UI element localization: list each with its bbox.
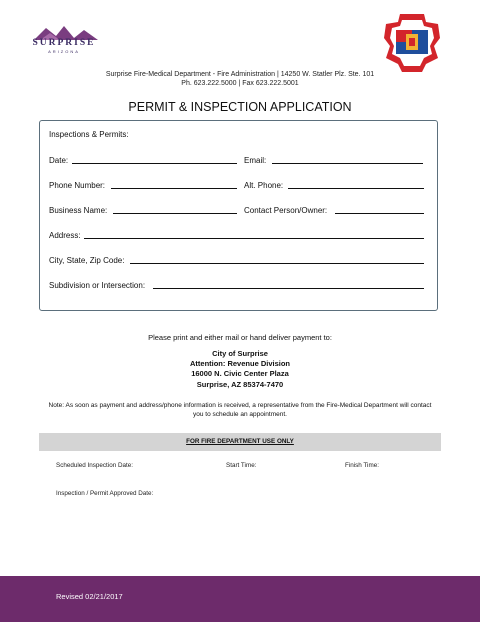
- email-label: Email:: [244, 156, 267, 165]
- business-label: Business Name:: [49, 206, 108, 215]
- alt-phone-field[interactable]: [288, 188, 424, 189]
- address-field[interactable]: [84, 238, 424, 239]
- logo-wordmark: SURPRISE: [32, 38, 96, 48]
- email-field[interactable]: [272, 163, 423, 164]
- logo-subtitle: ARIZONA: [48, 49, 80, 54]
- payment-instruction: Please print and either mail or hand deliver payment to:: [148, 333, 332, 342]
- header-phone: Ph. 623.222.5000 | Fax 623.222.5001: [181, 80, 299, 87]
- subdivision-field[interactable]: [153, 288, 424, 289]
- payment-address-line: Attention: Revenue Division: [189, 359, 290, 368]
- payment-address-line: 16000 N. Civic Center Plaza: [191, 369, 289, 378]
- payment-address-line: City of Surprise: [212, 349, 268, 358]
- city-label: City, State, Zip Code:: [49, 256, 125, 265]
- business-field[interactable]: [113, 213, 237, 214]
- date-label: Date:: [49, 156, 69, 165]
- scheduled-date-label: Scheduled Inspection Date:: [56, 462, 134, 469]
- start-time-label: Start Time:: [226, 462, 257, 469]
- subdivision-label: Subdivision or Intersection:: [49, 281, 146, 290]
- section-label: Inspections & Permits:: [49, 130, 129, 139]
- fire-department-badge-icon: [382, 12, 442, 74]
- note-text: Note: As soon as payment and address/phone information is received, a representative from the Fire-Medical Department will contact you to schedule an appointment.: [48, 402, 432, 418]
- phone-label: Phone Number:: [49, 181, 106, 190]
- approved-date-label: Inspection / Permit Approved Date:: [56, 490, 154, 497]
- contact-label: Contact Person/Owner:: [244, 206, 328, 215]
- contact-field[interactable]: [335, 213, 424, 214]
- payment-address-line: Surprise, AZ 85374-7470: [196, 380, 284, 389]
- address-label: Address:: [49, 231, 81, 240]
- revised-date: Revised 02/21/2017: [56, 592, 123, 601]
- finish-time-label: Finish Time:: [345, 462, 379, 469]
- office-use-heading: FOR FIRE DEPARTMENT USE ONLY: [186, 438, 294, 445]
- alt-phone-label: Alt. Phone:: [244, 181, 284, 190]
- date-field[interactable]: [72, 163, 237, 164]
- phone-field[interactable]: [111, 188, 237, 189]
- page-title: PERMIT & INSPECTION APPLICATION: [128, 100, 352, 114]
- city-field[interactable]: [130, 263, 424, 264]
- header-address: Surprise Fire-Medical Department - Fire Administration | 14250 W. Statler Plz. Ste. 101: [105, 71, 375, 78]
